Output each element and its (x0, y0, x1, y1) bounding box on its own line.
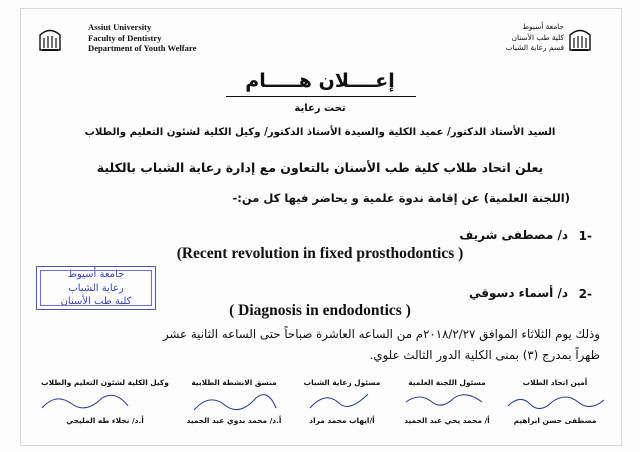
handwritten-signature (392, 388, 502, 414)
signature-block (500, 378, 610, 425)
speaker-topic: (Recent revolution in fixed prosthodontics ) (176, 245, 464, 262)
signature-block (30, 378, 180, 425)
stamp-inner-border (40, 270, 152, 306)
speaker-number: 2- (578, 287, 592, 301)
event-details-line-2: ظهراً بمدرج (٣) بمنى الكلية الدور الثالث علوي. (369, 348, 600, 362)
speaker-name: د/ مصطفى شريف (459, 228, 568, 242)
signature-role: مسئول اللجنة العلمية (408, 378, 486, 387)
announcement-line-1: يعلن اتحاد طلاب كلية طب الأسنان بالتعاون مع إدارة رعاية الشباب بالكلية (96, 160, 544, 175)
handwritten-signature (176, 388, 292, 418)
arabic-header-line: قسم رعاية الشباب (505, 43, 564, 52)
arabic-header (440, 22, 564, 54)
stamp-line: جامعة أسيوط (67, 269, 125, 280)
signature-name: أ.د/ نجلاء طه المليجي (66, 416, 144, 425)
speaker-number: 1- (578, 229, 592, 243)
university-logo-icon (38, 26, 62, 52)
event-details-line-1: وذلك يوم الثلاثاء الموافق ٢٠١٨/٢/٢٧م من الساعه العاشرة صباحاً حتى الساعه الثانية عشر (163, 327, 600, 341)
speaker-name: د/ أسماء دسوقي (469, 286, 568, 300)
under-patronage-text: تحت رعاية (294, 103, 346, 114)
signature-role: منسق الانشطة الطلابية (191, 378, 277, 387)
english-header-line: Faculty of Dentistry (88, 32, 162, 43)
signature-role: أمين اتحاد الطلاب (522, 378, 588, 387)
speaker-topic: ( Diagnosis in endodontics ) (229, 302, 411, 319)
signature-name: أ.د/ محمد بدوي عبد الحميد (186, 416, 282, 425)
stamp-line: كلية طب الأسنان (60, 296, 132, 307)
arabic-header-line: جامعة أسيوط (522, 22, 564, 31)
stamp-line: رعاية الشباب (68, 282, 124, 294)
patrons-text: السيد الأستاذ الدكتور/ عميد الكلية والسيدة الأستاذ الدكتور/ وكيل الكلية لشئون التعليم والطلاب (84, 127, 556, 138)
signature-block (176, 378, 292, 425)
handwritten-signature (500, 388, 610, 414)
university-logo-icon (568, 26, 592, 52)
announcement-title: إعــــلان هـــــام (245, 70, 395, 92)
announcement-line-2: (اللجنة العلمية) عن إقامة ندوة علمية و يحاضر فيها كل من:- (232, 191, 570, 205)
title-underline (226, 96, 416, 97)
english-header (88, 22, 258, 54)
handwritten-signature (290, 388, 394, 414)
english-header-line: Assiut University (88, 22, 152, 32)
signature-name: أ/ محمد يحي عبد الحميد (404, 416, 490, 425)
signature-name: مصطفى حسن ابراهيم (513, 416, 597, 425)
english-header-line: Department of Youth Welfare (88, 43, 197, 53)
arabic-header-line: كلية طب الأسنان (511, 32, 564, 42)
signature-block (290, 378, 394, 425)
signature-name: أ/ايهاب محمد مراد (309, 416, 375, 425)
handwritten-signature (30, 388, 180, 418)
signature-role: وكيل الكلية لشئون التعليم والطلاب (41, 378, 169, 387)
signature-role: مسئول رعاية الشباب (303, 378, 381, 387)
signature-block (392, 378, 502, 425)
